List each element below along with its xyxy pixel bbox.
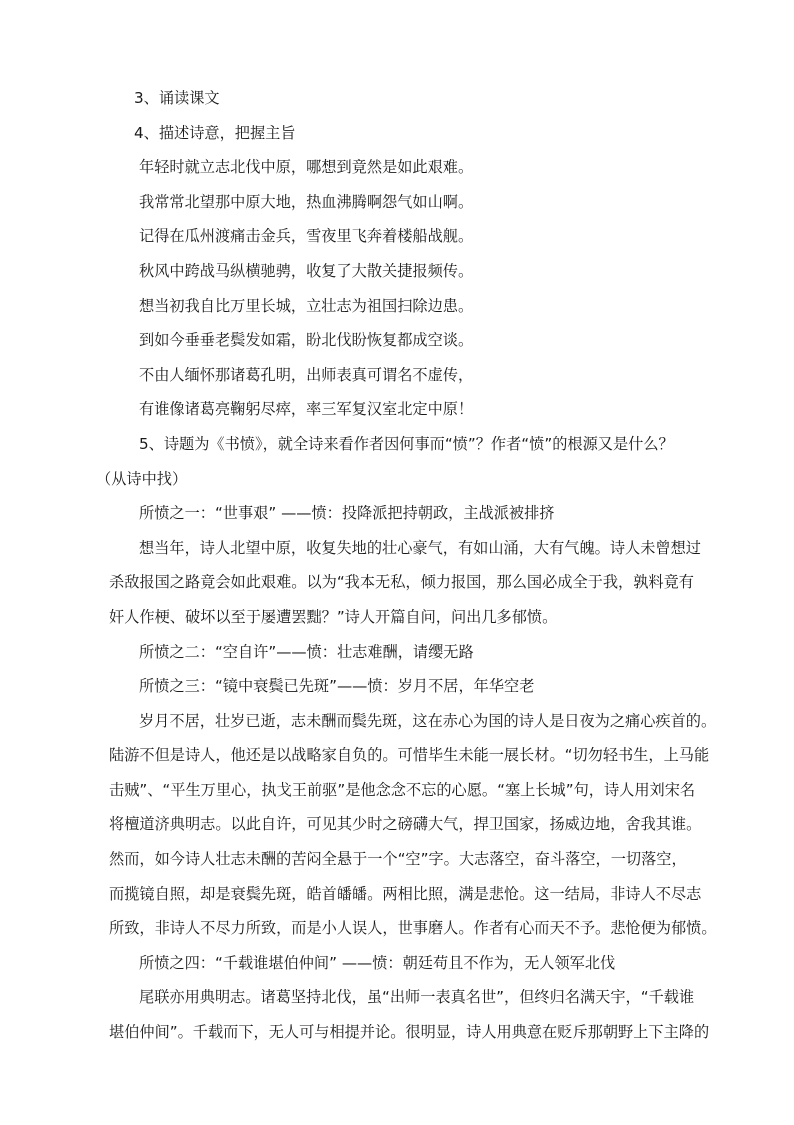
paragraph-line: 奸人作梗、破坏以至于屡遭罢黜？”诗人开篇自问，问出几多郁愤。 bbox=[109, 607, 558, 626]
document-body bbox=[96, 81, 717, 1050]
anger-point-3: 所愤之三：“镜中衰鬓已先斑”——愤：岁月不居，年华空老 bbox=[139, 677, 535, 696]
poem-translation-line: 我常常北望那中原大地，热血沸腾啊怨气如山啊。 bbox=[139, 192, 474, 211]
poem-translation-line: 到如今垂垂老鬓发如霜，盼北伐盼恢复都成空谈。 bbox=[139, 331, 474, 350]
poem-translation-line: 秋风中跨战马纵横驰骋，收复了大散关捷报频传。 bbox=[139, 261, 474, 280]
paragraph-line: 然而，如今诗人壮志未酬的苦闷全悬于一个“空”字。大志落空，奋斗落空，一切落空， bbox=[109, 850, 687, 869]
paragraph-line: 想当年，诗人北望中原，收复失地的壮心豪气，有如山涌，大有气魄。诗人未曾想过 bbox=[139, 538, 701, 557]
paragraph-line: 堪伯仲间”。千载而下，无人可与相提并论。很明显，诗人用典意在贬斥那朝野上下主降的 bbox=[109, 1023, 710, 1042]
paragraph-line: 陆游不但是诗人，他还是以战略家自负的。可惜毕生未能一展长材。“切勿轻书生，上马能 bbox=[109, 746, 710, 765]
anger-point-1: 所愤之一：“世事艰” ——愤：投降派把持朝政，主战派被排挤 bbox=[139, 504, 555, 523]
anger-point-4: 所愤之四：“千载谁堪伯仲间” ——愤：朝廷苟且不作为，无人领军北伐 bbox=[139, 953, 616, 972]
poem-translation-line: 记得在瓜州渡痛击金兵，雪夜里飞奔着楼船战舰。 bbox=[139, 227, 474, 246]
question-5: 5、诗题为《书愤》，就全诗来看作者因何事而“愤”？作者“愤”的根源又是什么？ bbox=[139, 434, 674, 453]
paragraph-line: 击贼”、“平生万里心，执戈王前驱”是他念念不忘的心愿。“塞上长城”句，诗人用刘宋名 bbox=[109, 780, 696, 799]
paragraph-line: 而揽镜自照，却是衰鬓先斑，皓首皤皤。两相比照，满是悲怆。这一结局，非诗人不尽志 bbox=[109, 884, 702, 903]
question-5-continuation: （从诗中找） bbox=[96, 469, 188, 488]
paragraph-line: 尾联亦用典明志。诸葛坚持北伐，虽“出师一表真名世”，但终归名满天宇，“千载谁 bbox=[139, 988, 695, 1007]
paragraph-line: 岁月不居，壮岁已逝，志未酬而鬓先斑，这在赤心为国的诗人是日夜为之痛心疾首的。 bbox=[139, 711, 717, 730]
poem-translation-line: 有谁像诸葛亮鞠躬尽瘁，率三军复汉室北定中原！ bbox=[139, 400, 474, 419]
anger-point-2: 所愤之二：“空自许”——愤：壮志难酬，请缨无路 bbox=[139, 642, 474, 661]
section-heading-3: 3、诵读课文 bbox=[134, 89, 220, 107]
paragraph-line: 所致，非诗人不尽力所致，而是小人误人，世事磨人。作者有心而天不予。悲怆便为郁愤。 bbox=[109, 919, 717, 938]
poem-translation-line: 不由人缅怀那诸葛孔明，出师表真可谓名不虚传， bbox=[139, 365, 474, 384]
poem-translation-line: 年轻时就立志北伐中原，哪想到竟然是如此艰难。 bbox=[139, 158, 474, 177]
poem-translation-line: 想当初我自比万里长城，立壮志为祖国扫除边患。 bbox=[139, 296, 474, 315]
paragraph-line: 杀敌报国之路竟会如此艰难。以为“我本无私，倾力报国，那么国必成全于我，孰料竟有 bbox=[109, 573, 694, 592]
paragraph-line: 将檀道济典明志。以此自许，可见其少时之磅礴大气，捍卫国家，扬威边地，舍我其谁。 bbox=[109, 815, 702, 834]
section-heading-4: 4、描述诗意，把握主旨 bbox=[134, 123, 296, 142]
